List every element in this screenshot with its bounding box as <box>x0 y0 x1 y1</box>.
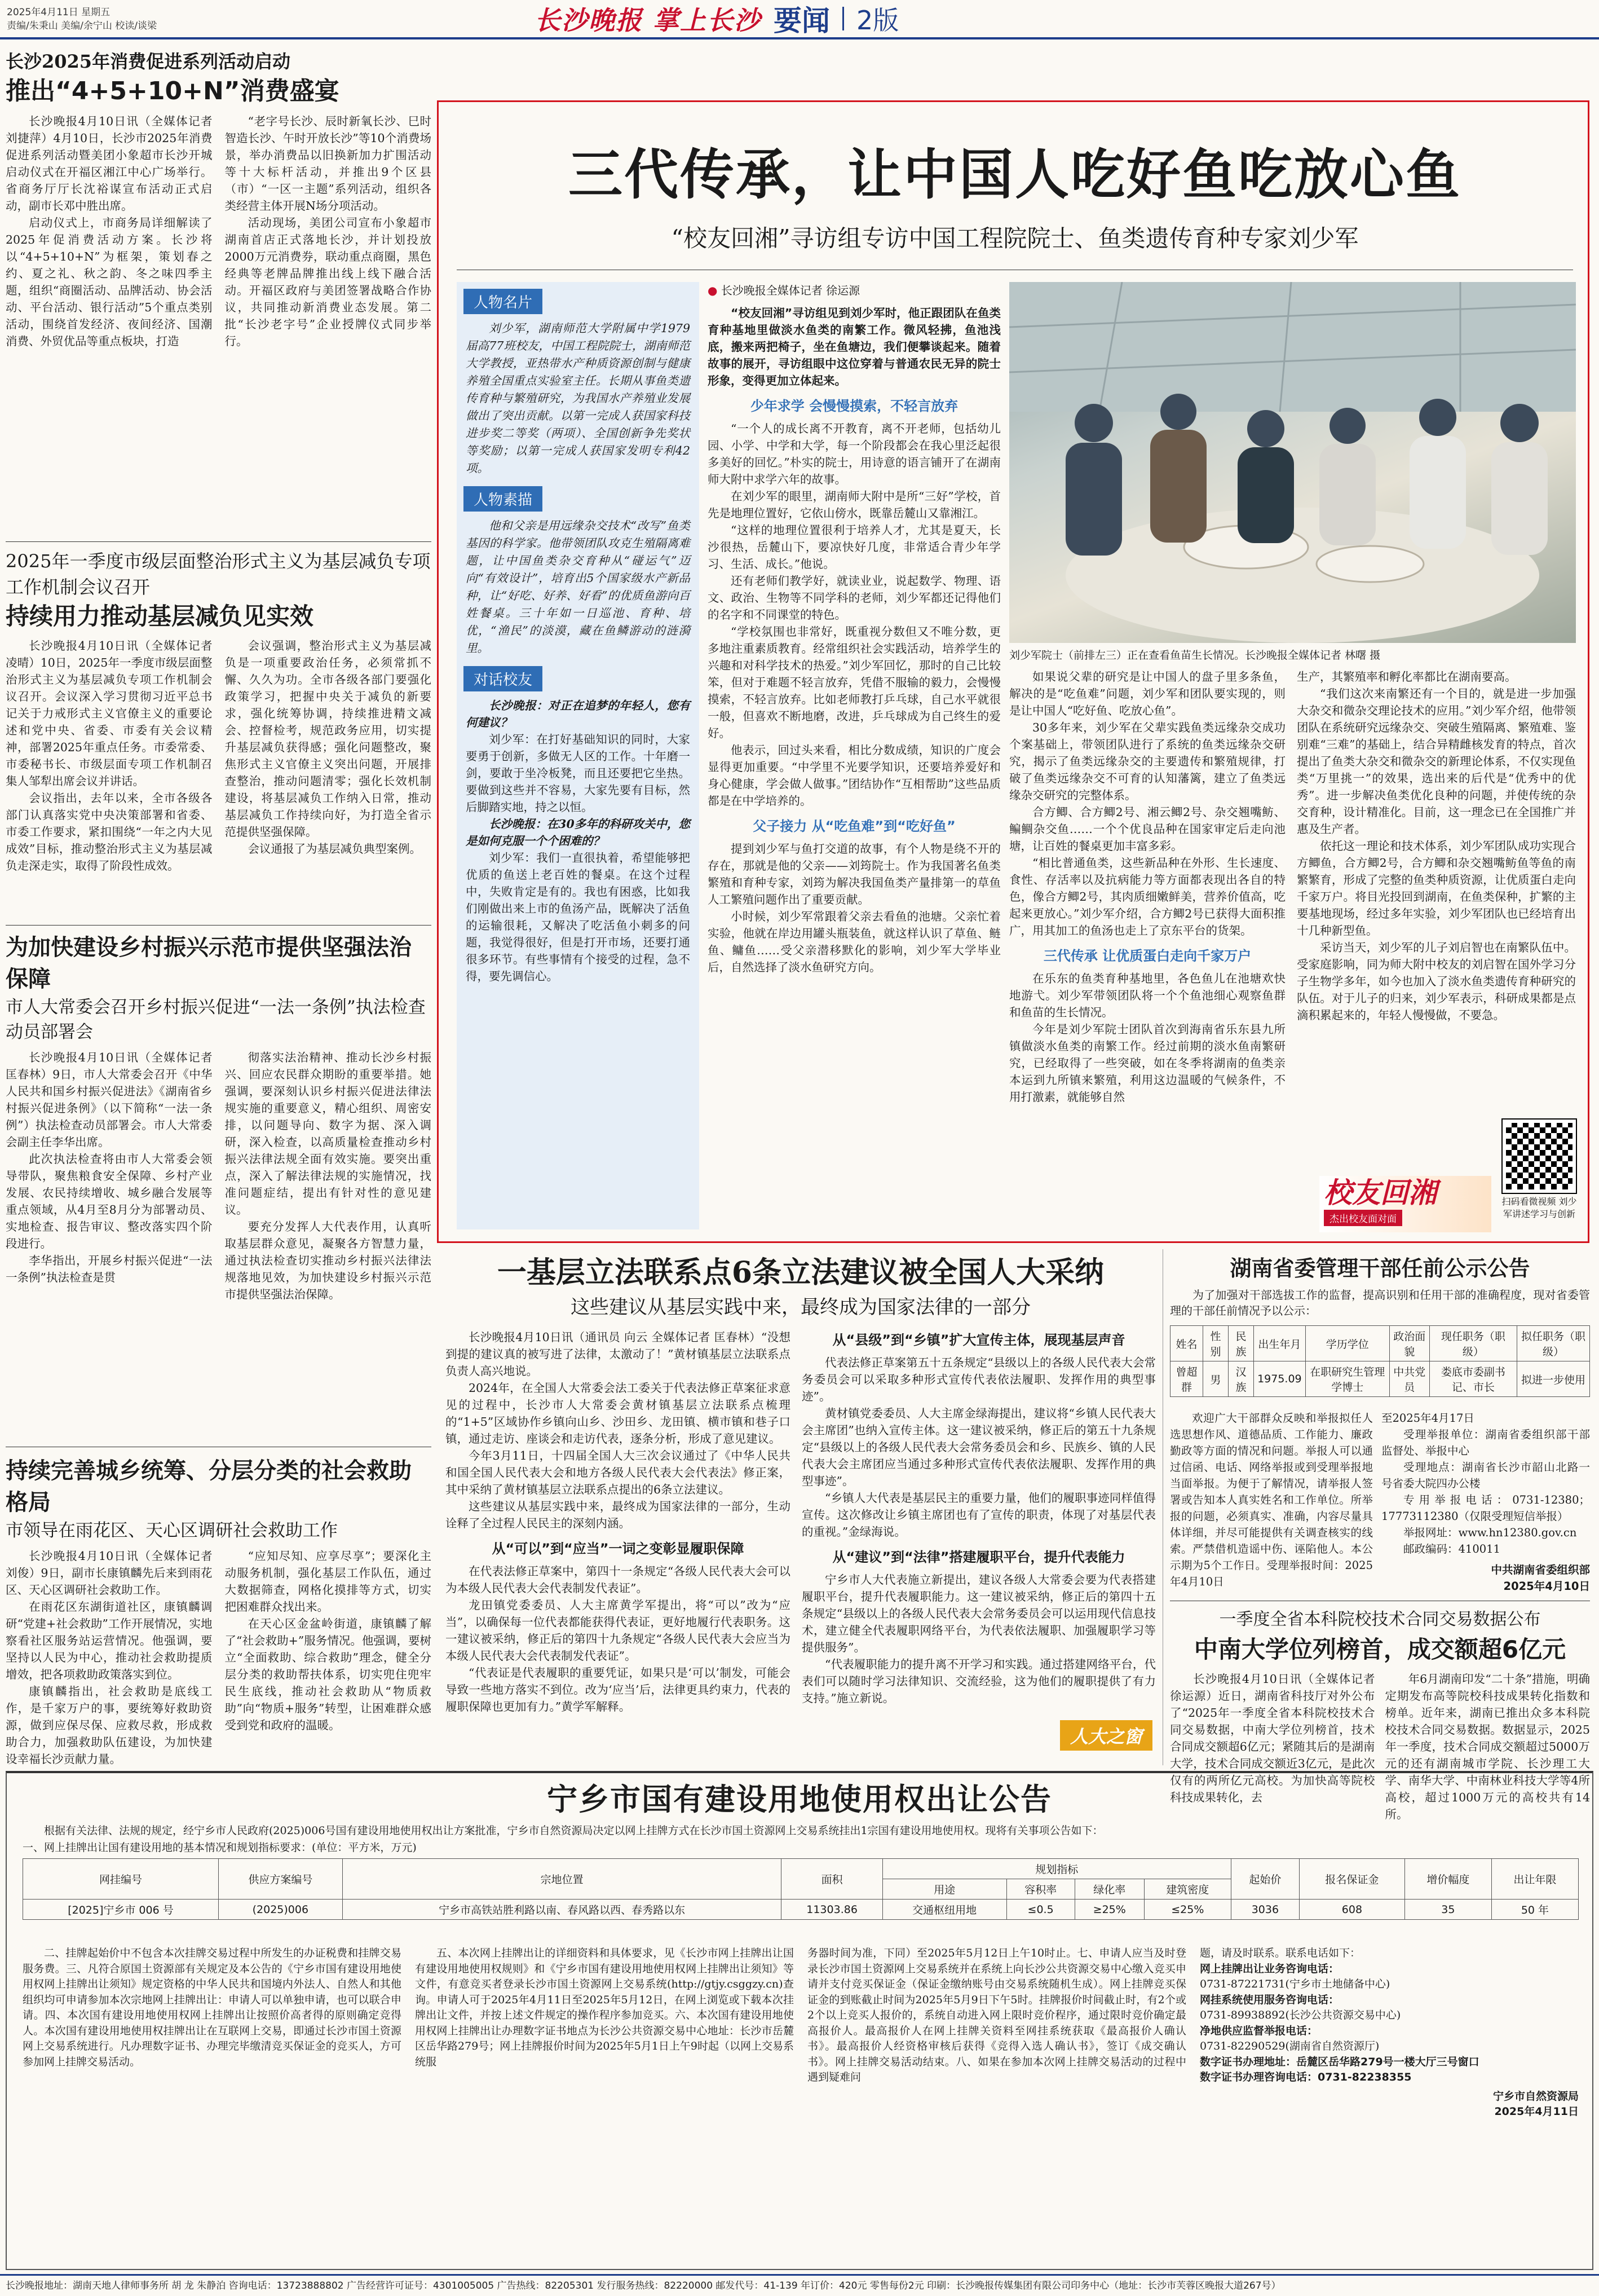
qa-question: 长沙晚报：对正在追梦的年轻人，您有何建议？ <box>466 699 690 729</box>
qa-question: 长沙晚报：在30多年的科研攻关中，您是如何克服一个个困难的？ <box>466 817 690 848</box>
td: 男 <box>1203 1361 1229 1397</box>
th: 起始价 <box>1231 1859 1299 1900</box>
mid-para: 代表法修正草案第五十五条规定“县级以上的各级人民代表大会常务委员会可以采取多种形式宣传代表依法履职、发挥作用的典型事迹”。 <box>802 1356 1156 1403</box>
td: ≤25% <box>1144 1900 1231 1920</box>
th: 出让年限 <box>1491 1859 1578 1900</box>
th: 建筑密度 <box>1144 1879 1231 1900</box>
th: 姓名 <box>1170 1326 1203 1361</box>
footer-imprint: 长沙晚报地址：湖南天地人律师事务所 胡 龙 朱静泊 咨询电话：13723888802 广告经营许可证号：4301005005 广告热线：82205301 发行服务热线：82220000 邮发代号：41-139 年订价：420元 零售每份2元 印刷：长沙晚报传媒集团有限公司印务中心（地址：长沙市芙蓉区晚报大道267号） <box>6 2280 1281 2291</box>
th: 增价幅度 <box>1404 1859 1491 1900</box>
a3-para: 长沙晚报4月10日讯（全媒体记者 匡春林）9日，市人大常委会召开《中华人民共和国乡村振兴促进法》《湖南省乡村振兴促进条例》（以下简称“一法一条例”）执法检查动员部署会。市人大常委会副主任李华出席。 <box>6 1051 213 1149</box>
notice-line: 受理举报单位：湖南省委组织部干部监督处、举报中心 <box>1381 1428 1590 1457</box>
a4-title: 持续完善城乡统筹、分层分类的社会救助格局 <box>6 1458 412 1515</box>
feature-photo <box>1009 282 1576 643</box>
notice-table <box>1170 1325 1590 1397</box>
th: 拟任职务（职级） <box>1517 1326 1589 1361</box>
td: 11303.86 <box>781 1900 882 1920</box>
land-contact-line: 网挂系统使用服务咨询电话： <box>1200 1993 1340 2006</box>
feature-para: 小时候，刘少军常跟着父亲去看鱼的池塘。父亲忙着实验，他就在岸边用罐头瓶装鱼，就这样认识了草鱼、鲢鱼、鳙鱼……受父亲潜移默化的影响，刘少军大学毕业后，自然选择了淡水鱼研究方向。 <box>708 910 1001 974</box>
r2-para: 长沙晚报4月10日讯（全媒体记者 徐运源）近日，湖南省科技厅对外公布了“2025年一季度全省本科院校技术合同交易数据，中南大学位列榜首，技术合同成交额超6亿元；紧随其后的是湖南大学，技术合同成交额近3亿元，是此次仅有的两所亿元高校。为加快高等院校科技成果转化，去 <box>1170 1672 1375 1804</box>
mid-para: “代表履职能力的提升离不开学习和实践。通过搭建网络平台，代表们可以随时学习法律知识、交流经验，这为他们的履职提供了有力支持。”施立新说。 <box>802 1658 1156 1705</box>
byline-dot-icon: ● <box>708 284 718 297</box>
td: ≤0.5 <box>1006 1900 1075 1920</box>
th: 面积 <box>781 1859 882 1900</box>
th: 绿化率 <box>1075 1879 1144 1900</box>
mid-para: 在代表法修正草案中，第四十一条规定“各级人民代表大会可以为本级人民代表大会代表制发代表证”。 <box>445 1565 790 1595</box>
land-table-header <box>23 1859 1579 1879</box>
header-editors: 责编/朱秉山 美编/余宁山 校读/谈梁 <box>7 20 157 32</box>
td: 50 年 <box>1491 1900 1578 1920</box>
feature-h3: 三代传承 让优质蛋白走向千家万户 <box>1043 948 1252 964</box>
td: 交通枢纽用地 <box>882 1900 1006 1920</box>
mid-h1: 从“可以”到“应当”一词之变彰显履职保障 <box>492 1541 744 1557</box>
feature-para: 还有老师们教学好，就读业业，说起数学、物理、语文、政治、生物等不同学科的老师，刘少军都还记得他们的名字和不同课堂的特色。 <box>708 574 1001 622</box>
land-contact-line: 网上挂牌出让业务咨询电话： <box>1200 1962 1340 1975</box>
a1-para: “老字号长沙、辰时新氧长沙、巳时智造长沙、午时开放长沙”等10个消费场景，举办消费品以旧换新加力扩围活动等十大标杆活动，并推出9个区县（市）“一区一主题”系列活动，组织各类经营主体开展N场分项活动。 <box>224 114 431 213</box>
photo-illustration <box>1009 282 1576 643</box>
a2-para: 会议通报了为基层减负典型案例。 <box>248 842 421 856</box>
td: 宁乡市高铁站胜利路以南、春风路以西、春秀路以东 <box>342 1900 781 1920</box>
feature-para: 采访当天，刘少军的儿子刘启智也在南繁队伍中。受家庭影响，同为师大附中校友的刘启智在国外学习分子生物学多年，如今也加入了淡水鱼类遗传育种研究的队伍。对于儿子的归来，刘少军表示，科研成果都是点滴积累起来的，年轻人慢慢做，不要急。 <box>1297 941 1576 1022</box>
feature-para: 他表示，回过头来看，相比分数成绩，知识的广度会显得更加重要。“中学里不光要学知识，还要培养爱好和身心健康，学会做人做事。”团结协作“互相帮助”这些品质都是在中学培养的。 <box>708 743 1001 808</box>
feature-para: 在乐东的鱼类育种基地里，各色鱼儿在池塘欢快地游弋。刘少军带领团队将一个个鱼池细心观察鱼群和鱼苗的生长情况。 <box>1009 972 1286 1019</box>
box1-text: 刘少军，湖南师范大学附属中学1979届高77班校友，中国工程院院士，湖南师范大学教授，亚热带水产种质资源创制与健康养殖全国重点实验室主任。长期从事鱼类遗传育种与繁殖研究，为我国水产养殖业发展做出了突出贡献。以第一完成人获国家科技进步奖二等奖（两项）、全国创新争先奖状等奖励；以第一完成人获国家发明专利42项。 <box>466 321 690 475</box>
notice-line: 邮政编码：410011 <box>1403 1543 1500 1555</box>
land-contact-line: 0731-89938892(长沙公共资源交易中心) <box>1200 2009 1401 2021</box>
th: 政治面貌 <box>1389 1326 1429 1361</box>
a3-para: 要充分发挥人大代表作用，认真听取基层群众意见，凝聚各方智慧力量，通过执法检查切实推动乡村振兴法律法规落地见效，为加快建设乡村振兴示范市提供坚强法治保障。 <box>224 1220 431 1301</box>
td: 1975.09 <box>1254 1361 1306 1397</box>
qa-answer: 刘少军：在打好基础知识的同时，大家要勇于创新，多做无人区的工作。十年磨一剑，要敢于坐冷板凳，而且还要把它坐热。要做到这些并不容易，大家先要有目标，然后脚踏实地，持之以恒。 <box>466 733 690 814</box>
feature-para: “这样的地理位置很利于培养人才，尤其是夏天，长沙很热，岳麓山下，要凉快好几度，非常适合青少年学习、生活、成长。”他说。 <box>708 523 1001 571</box>
masthead <box>535 2 899 35</box>
a4-para: 康镇麟指出，社会救助是底线工作，是千家万户的事，要统筹好救助资源，做到应保尽保、应救尽救，形成救助合力，加强救助队伍建设，为加快建设幸福长沙贡献力量。 <box>6 1685 213 1766</box>
table-row <box>1170 1361 1590 1397</box>
feature-sidebar <box>457 282 699 1229</box>
a3-para: 李华指出，开展乡村振兴促进“一法一条例”执法检查是贯 <box>6 1254 213 1284</box>
qa-list <box>466 697 690 985</box>
feature-title: 三代传承，让中国人吃好鱼吃放心鱼 <box>568 143 1461 206</box>
badge-subtitle: 杰出校友面对面 <box>1324 1210 1402 1226</box>
left-article-1 <box>6 49 431 350</box>
mid-col1 <box>445 1329 790 1715</box>
notice-intro: 为了加强对干部选拔工作的监督，提高识别和任用干部的准确程度，现对省委管理的干部任前情况予以公示： <box>1170 1288 1590 1317</box>
th: 学历学位 <box>1305 1326 1389 1361</box>
mid-para: 龙田镇党委委员、人大主席黄学军提出，将“可以”改为“应当”，以确保每一位代表都能获得代表证，更好地履行代表职务。这一建议被采纳，修正后的第四十九条规定“各级人民代表大会应当为本级人民代表大会代表制发代表证”。 <box>445 1598 790 1663</box>
notice-signer: 中共湖南省委组织部 <box>1491 1563 1590 1576</box>
td: (2025)006 <box>218 1900 342 1920</box>
a2-para: 会议强调，整治形式主义为基层减负是一项重要政治任务，必须常抓不懈、久久为功。全市各级各部门要强化政策学习，把握中央关于减负的新要求，强化统筹协调，持续推进精文减会、控督检考，规范政务应用，切实提升基层减负获得感；强化问题整改，聚焦形式主义官僚主义突出问题，开展排查整治，推动问题清零；强化长效机制建设，将基层减负工作纳入日常，推动基层减负工作持续向好，为打造全省示范提供坚强保障。 <box>224 639 431 839</box>
th: 用途 <box>882 1879 1006 1900</box>
td: 娄底市委副书记、市长 <box>1429 1361 1517 1397</box>
land-para: 二、挂牌起始价中不包含本次挂牌交易过程中所发生的办证税费和挂牌交易服务费。三、凡符合原国土资源部有关规定及本公告的《宁乡市国有建设用地使用权网上挂牌出让须知》规定资格的中华人民共和国境内外法人、自然人和其他组织均可申请参加本次宗地网上挂牌出让：申请人可以单独申请，也可以联合申请。四、本次国有建设用地使用权网上挂牌出让按照价高者得的原则确定竞得人。本次国有建设用地使用权挂牌出让在互联网上交易，即通过长沙市国土资源网上交易系统进行。凡办理数字证书、办理完毕缴清竞买保证金的竞买人，方可参加网上挂牌交易活动。 <box>23 1947 401 2068</box>
land-para: 五、本次网上挂牌出让的详细资料和具体要求，见《长沙市网上挂牌出让国有建设用地使用权规则》和《宁乡市国有建设用地使用权网上挂牌出让须知》等文件，有意竞买者登录长沙市国土资源网上交易系统(http://gtjy.csggzy.cn)查询。申请人可于2025年4月11日至2025年5月12日，在网上浏览或下载本次挂牌出让文件，并按上述文件规定的操作程序参加竞买。六、本次国有建设用地使用权网上挂牌出让办理数字证书地点为长沙公共资源交易中心地址：长沙市岳麓区岳华路279号；网上挂牌报价时间为2025年5月1日上午9时起（以网上交易系统服 <box>415 1947 794 2068</box>
a1-title: 推出“4+5+10+N”消费盛宴 <box>6 77 339 105</box>
td: 608 <box>1299 1900 1404 1920</box>
notice-line: 专用举报电话：0731-12380；17773112380（仅限受理短信举报） <box>1381 1493 1590 1523</box>
td: 中共党员 <box>1389 1361 1429 1397</box>
td: 曾超群 <box>1170 1361 1203 1397</box>
feature-col4 <box>1009 668 1286 1105</box>
section-name: 要闻 <box>774 5 831 37</box>
land-table <box>23 1858 1579 1920</box>
a2-kicker: 2025年一季度市级层面整治形式主义为基层减负专项工作机制会议召开 <box>6 550 431 598</box>
a4-para: 在天心区金盆岭街道，康镇麟了解了“社会救助+”服务情况。他强调，要树立“全面救助、综合救助”理念，健全分层分类的救助帮扶体系，切实兜住兜牢民生底线，推动社会救助从“物质救助”向“物质+服务”转型，让困难群众感受到党和政府的温暖。 <box>224 1617 431 1732</box>
td: 35 <box>1404 1900 1491 1920</box>
mid-title: 一基层立法联系点6条立法建议被全国人大采纳 <box>497 1255 1105 1290</box>
land-contact-line: 净地供应监督举报电话： <box>1200 2024 1318 2037</box>
a1-para: 活动现场，美团公司宣布小象超市湖南首店正式落地长沙，并计划投放2000万元消费券，联动重点商圈，黑色经典等老牌品牌推出线上线下融合活动。开福区政府与美团签署战略合作协议，共同推动新消费业态发展。第二批“长沙老字号”企业授牌仪式同步举行。 <box>224 216 431 348</box>
notice-line: 受理地点：湖南省长沙市韶山北路一号省委大院四办公楼 <box>1381 1461 1590 1490</box>
land-title: 宁乡市国有建设用地使用权出让公告 <box>547 1781 1052 1817</box>
mid-h3: 从“建议”到“法律”搭建履职平台，提升代表能力 <box>832 1549 1125 1565</box>
left-article-2 <box>6 548 431 874</box>
mid-para: “乡镇人大代表是基层民主的重要力量，他们的履职事迹同样值得宣传。这次修改让乡镇主席团也有了宣传的职责，体现了对基层代表的重视。”金绿海说。 <box>802 1491 1156 1539</box>
box2-text: 他和父亲是用远缘杂交技术“改写”鱼类基因的科学家。他带领团队攻克生殖隔离难题，让中国鱼类杂交育种从“碰运气”迈向“有效设计”，培育出5个国家级水产新品种，让“好吃、好养、好看”的优质鱼游向百姓餐桌。三十年如一日巡池、育种、培优，“渔民”的淡漠，藏在鱼鳞游动的涟漪里。 <box>466 519 690 655</box>
feature-para: 生产，其繁殖率和孵化率都比在湖南要高。 <box>1297 670 1517 684</box>
td: [2025]宁乡市 006 号 <box>23 1900 219 1920</box>
mid-h2: 从“县级”到“乡镇”扩大宣传主体，展现基层声音 <box>832 1332 1125 1348</box>
mid-col2 <box>802 1329 1156 1707</box>
land-intro: 根据有关法律、法规的规定，经宁乡市人民政府(2025)006号国有建设用地使用权出让方案批准，宁乡市自然资源局决定以网上挂牌方式在长沙市国土资源网上交易系统挂出1宗国有建设用地使用权。现将有关事项公告如下： <box>44 1825 1103 1837</box>
box3-title: 对话校友 <box>463 666 542 691</box>
feature-para: 30多年来，刘少军在父辈实践鱼类远缘杂交成功个案基础上，带领团队进行了系统的鱼类远缘杂交研究，揭示了鱼类远缘杂交的主要遗传和繁殖规律，打破了鱼类远缘杂交不可育的认知藩篱，建立了鱼类远缘杂交研究的完整体系。 <box>1009 721 1286 802</box>
land-date: 2025年4月11日 <box>1494 2105 1579 2118</box>
a1-kicker: 长沙2025年消费促进系列活动启动 <box>6 51 291 72</box>
mid-para: 宁乡市人大代表施立新提出，建议各级人大常委会要为代表搭建履职平台，提升代表履职能力。这一建议被采纳，修正后的第四十五条规定“县级以上的各级人民代表大会常务委员会可以运用现代信息技术，建立健全代表履职网络平台，为代表依法履职、加强履职学习等提供服务”。 <box>802 1573 1156 1654</box>
feature-para: 提到刘少军与鱼打交道的故事，有个人物是绕不开的存在，那就是他的父亲——刘筠院士。作为我国著名鱼类繁殖和育种专家，刘筠为解决我国鱼类产量排第一的草鱼人工繁殖问题作出了重要贡献。 <box>708 842 1001 906</box>
feature-para: 合方鲫、合方鲫2号、湘云鲫2号、杂交翘嘴鲂、鳊鲷杂交鱼……一个个优良品种在国家审定后走向池塘，让百姓的餐桌更加丰富多彩。 <box>1009 805 1286 853</box>
a4-para: 长沙晚报4月10日讯（全媒体记者 刘俊）9日，副市长康镇麟先后来到雨花区、天心区调研社会救助工作。 <box>6 1549 213 1597</box>
r2-title: 中南大学位列榜首，成交额超6亿元 <box>1194 1636 1566 1663</box>
th: 现任职务（职级） <box>1429 1326 1517 1361</box>
land-para: 务器时间为准，下同）至2025年5月12日上午10时止。七、申请人应当及时登录长沙市国土资源网上交易系统并在系统上向长沙公共资源交易中心缴入竞买申请并支付竞买保证金（保证金缴纳账号由交易系统随机生成）。网上挂牌竞买保证金的到账截止时间为2025年5月9日下午5时。挂牌报价时间截止时，有2个或2个以上竞买人报价的，系统自动进入网上限时竞价程序，通过限时竞价确定最高报价人。最高报价人在网上挂牌关资料至网挂系统获取《最高报价人确认书》。最高报价人经资格审核后获得《竞得入选人确认书》，签订《成交确认书》。网上挂牌交易活动结束。八、如果在参加本次网上挂牌交易活动的过程中遇到疑难问 <box>807 1947 1186 2083</box>
mid-para: 这些建议从基层实践中来，最终成为国家法律的一部分，生动诠释了全过程人民民主的深刻内涵。 <box>445 1500 790 1530</box>
qr-caption: 扫码看微视频 刘少军讲述学习与创新 <box>1501 1196 1577 1219</box>
box2-title: 人物素描 <box>463 486 542 512</box>
a2-para: 会议指出，去年以来，全市各级各部门认真落实党中央决策部署和省委、市委工作要求，紧扣围绕“一年之内大见成效”目标，推动整治形式主义为基层减负走深走实，取得了阶段性成效。 <box>6 791 213 872</box>
td: 汉族 <box>1229 1361 1254 1397</box>
page-number: 2版 <box>856 5 899 36</box>
td: 拟进一步使用 <box>1517 1361 1589 1397</box>
td: ≥25% <box>1075 1900 1144 1920</box>
feature-para: “我们这次来南繁还有一个目的，就是进一步加强大杂交和微杂交理论技术的应用。”刘少军介绍，他带领团队在系统研究远缘杂交、突破生殖隔离、繁殖难、鉴别难“三难”的基础上，结合异精雌核发育的特点，首次提出了鱼类大杂交和微杂交的新理论体系，不仅实现鱼类“万里挑一”的效果，选出来的后代是“优秀中的优秀”。进一步解决鱼类优化良种的问题，并使传统的杂交育种，设计精准化。目前，这一理念已在全国推广并惠及生产者。 <box>1297 687 1576 836</box>
mid-para: 2024年，在全国人大常委会法工委关于代表法修正草案征求意见的过程中，长沙市人大常委会黄材镇基层立法联系点梳理的“1+5”区域协作乡镇向山乡、沙田乡、龙田镇、横市镇和巷子口镇，通过走访、座谈会和走访代表，逐条分析，形成了意见建议。 <box>445 1381 790 1446</box>
feature-para: 在刘少军的眼里，湖南师大附中是所“三好”学校，首先是地理位置好，它依山傍水，既靠岳麓山又靠湘江。 <box>708 490 1001 520</box>
qa-answer: 刘少军：我们一直很执着，希望能够把优质的鱼送上老百姓的餐桌。在这个过程中，失败肯定是有的。我也有困惑，比如我们刚做出来上市的鱼汤产品，既解决了活鱼的运输很耗，又解决了吃活鱼小刺多的问题，我觉得很好，但是打开市场，还要打通很多环节。有些事情有个接受的过程，急不得，要先调信心。 <box>466 851 690 983</box>
a2-title: 持续用力推动基层减负见实效 <box>6 602 314 630</box>
left-article-4 <box>6 1455 431 1768</box>
table-row <box>23 1900 1579 1920</box>
feature-para: “相比普通鱼类，这些新品种在外形、生长速度、食性、存活率以及抗病能力等方面都表现出各自的特色，像合方鲫2号，其肉质细嫩鲜美，营养价值高，吃起来更放心。”刘少军介绍，合方鲫2号已获得大面积推广，用其加工的鱼汤也走上了京东平台的货架。 <box>1009 856 1286 937</box>
land-body <box>23 1946 1579 2120</box>
mid-para: 黄材镇党委委员、人大主席金绿海提出，建议将“乡镇人民代表大会主席团”也纳入宣传主体。这一建议被采纳，修正后的第五十九条规定“县级以上的各级人民代表大会常务委员会和乡、民族乡、镇的人民代表大会主席团应当通过多种形式宣传代表依法履职、发挥作用的典型事迹”。 <box>802 1407 1156 1488</box>
xiaoyou-badge <box>1319 1176 1491 1232</box>
feature-col5 <box>1297 668 1576 1024</box>
land-sub: 一、网上挂牌出让国有建设用地的基本情况和规划指标要求：(单位：平方米，万元) <box>23 1841 417 1854</box>
header-date: 2025年4月11日 星期五 <box>7 7 111 18</box>
th: 网挂编号 <box>23 1859 219 1900</box>
a3-para: 彻落实法治精神、推动长沙乡村振兴、回应农民群众期盼的重要举措。她强调，要深刻认识乡村振兴促进法律法规实施的重要意义，精心组织、周密安排，以问题导向、数字为据、深入调研，深入检查，以高质量检查推动乡村振兴法律法规全面有效实施。要突出重点，深入了解法律法规的实施情况，找准问题症结，提出有针对性的意见建议。 <box>224 1051 431 1217</box>
td: 在职研究生管理学博士 <box>1305 1361 1389 1397</box>
land-contact-line: 数字证书办理地址：岳麓区岳华路279号一楼大厅三号窗口 <box>1200 2055 1479 2068</box>
a3-subtitle: 市人大常委会召开乡村振兴促进“一法一条例”执法检查动员部署会 <box>6 997 426 1042</box>
feature-lead: “校友回湘”寻访组见到刘少军时，他正跟团队在鱼类育种基地里做淡水鱼类的南繁工作。微风轻拂，鱼池浅底，搬来两把椅子，坐在鱼塘边，我们便攀谈起来。随着故事的展开，寻访组眼中这位穿着与普通农民无异的院士形象，变得更加立体起来。 <box>708 306 1001 387</box>
r2-kicker: 一季度全省本科院校技术合同交易数据公布 <box>1219 1610 1541 1629</box>
th: 性别 <box>1203 1326 1229 1361</box>
th: 民族 <box>1229 1326 1254 1361</box>
notice-line: 举报网址：www.hn12380.gov.cn <box>1403 1526 1577 1539</box>
th: 供应方案编号 <box>218 1859 342 1900</box>
a1-para: 启动仪式上，市商务局详细解读了2025年促消费活动方案。长沙将以“4+5+10+N”为框架，策划春之约、夏之礼、秋之韵、冬之味四季主题，组织“商圈活动、品牌活动、协会活动、平台活动、银行活动”5个重点类别活动，围绕首发经济、夜间经济、国潮消费、外贸优品等重点板块，打造 <box>6 216 213 348</box>
notice-line: 至2025年4月17日 <box>1381 1412 1474 1425</box>
masthead-logo: 长沙晚报 掌上长沙 <box>535 5 762 36</box>
notice-contact <box>1381 1410 1590 1594</box>
notice-table-header <box>1170 1326 1590 1361</box>
npc-window-badge: 人大之窗 <box>1060 1720 1152 1751</box>
land-contact-line: 0731-82290529(湖南省自然资源厅) <box>1200 2040 1380 2052</box>
a4-subtitle: 市领导在雨花区、天心区调研社会救助工作 <box>6 1521 338 1541</box>
byline-text: 长沙晚报全媒体记者 徐运源 <box>721 284 860 297</box>
land-contacts <box>1200 1946 1579 2120</box>
left-article-3 <box>6 932 431 1303</box>
land-contact-line: 0731-87221731(宁乡市土地储备中心) <box>1200 1978 1390 1990</box>
land-contact-line: 数字证书办理咨询电话：0731-82238355 <box>1200 2071 1412 2083</box>
feature-h1: 少年求学 会慢慢摸索，不轻言放弃 <box>750 398 958 414</box>
land-signer: 宁乡市自然资源局 <box>1492 2090 1579 2103</box>
a2-para: 长沙晚报4月10日讯（全媒体记者 凌晴）10日，2025年一季度市级层面整治形式主义为基层减负专项工作机制会议召开。会议深入学习贯彻习近平总书记关于力戒形式主义官僚主义的重要论述和党中央、省委、市委有关会议精神，部署2025年重点任务。市委常委、市委秘书长、市级层面专项工作机制召集人邹犁出席会议并讲话。 <box>6 639 213 788</box>
notice-body: 欢迎广大干部群众反映和举报拟任人选思想作风、道德品质、工作能力、廉政勤政等方面的情况和问题。举报人可以通过信函、电话、网络举报或到受理举报地当面举报。为便于了解情况，请举报人签署或告知本人真实姓名和工作单位。所举报的问题，必须真实、准确，内容尽量具体详细，并尽可能提供有关调查核实的线索。严禁借机造谣中伤、诬陷他人。本公示期为5个工作日。受理举报时间：2025年4月10日 <box>1170 1412 1373 1588</box>
feature-byline <box>708 282 860 299</box>
a4-para: “应知尽知、应享尽享”；要深化主动服务机制，强化基层工作队伍，通过大数据筛查，网格化摸排等方式，切实把困难群众找出来。 <box>224 1549 431 1614</box>
th-group: 规划指标 <box>882 1859 1231 1879</box>
th: 报名保证金 <box>1299 1859 1404 1900</box>
feature-subtitle: “校友回湘”寻访组专访中国工程院院士、鱼类遗传育种专家刘少军 <box>671 224 1359 252</box>
feature-para: 今年是刘少军院士团队首次到海南省乐东县九所镇做淡水鱼类的南繁工作。经过前期的淡水鱼南繁研究，已经取得了一些突破，如在冬季将湖南的鱼类亲本运到九所镇来繁殖，利用这边温暖的气候条件，不用打激素，就能够自然 <box>1009 1023 1286 1104</box>
feature-col3 <box>708 305 1001 976</box>
mid-para: “代表证是代表履职的重要凭证，如果只是‘可以’制发，可能会导致一些地方落实不到位。改为‘应当’后，法律更具约束力，代表的履职保障也更加有力。”黄学军解释。 <box>445 1666 790 1713</box>
td: 3036 <box>1231 1900 1299 1920</box>
feature-para: 依托这一理论和技术体系，刘少军团队成功实现合方鲫鱼，合方鲫2号，合方鲫和杂交翘嘴鲂鱼等鱼的南繁繁育，形成了完整的鱼类种质资源，让优质蛋白走向千家万户。将目光投回到湖南，在鱼类保种，扩繁的主要基地现场，经过多年实验，刘少军团队也已经培育出十几种新型鱼。 <box>1297 839 1576 937</box>
th: 宗地位置 <box>342 1859 781 1900</box>
a3-para: 此次执法检查将由市人大常委会领导带队，聚焦粮食安全保障、乡村产业发展、农民持续增收、城乡融合发展等重点领域，从4月至8月分为部署动员、实地检查、报告审议、整改落实四个阶段进行。 <box>6 1152 213 1250</box>
box1-title: 人物名片 <box>463 289 542 314</box>
feature-para: “学校氛围也非常好，既重视分数但又不唯分数，更多地注重素质教育。经常组织社会实践活动，培养学生的兴趣和对科学技术的热爱。”刘少军回忆，那时的自己比较笨，但对于难题不轻言放弃，凭借不服输的毅力，会慢慢摸索，不轻言放弃。比如老师教打乒乓球，自己水平就很一般，但喜欢不断地磨，改进，乒乓球成为自己终生的爱好。 <box>708 625 1001 740</box>
photo-caption: 刘少军院士（前排左三）正在查看鱼苗生长情况。长沙晚报全媒体记者 林曙 摄 <box>1009 649 1381 662</box>
th: 容积率 <box>1006 1879 1075 1900</box>
notice-title: 湖南省委管理干部任前公示公告 <box>1230 1255 1530 1281</box>
a4-para: 在雨花区东湖街道社区，康镇麟调研“党建+社会救助”工作开展情况，实地察看社区服务站运营情况。他强调，要坚持以人民为中心，推动社会救助提质增效，把各项救助政策落实到位。 <box>6 1600 213 1681</box>
badge-title: 校友回湘 <box>1324 1176 1437 1209</box>
mid-para: 今年3月11日，十四届全国人大三次会议通过了《中华人民共和国全国人民代表大会和地方各级人民代表大会代表法》修正案，其中采纳了黄材镇基层立法联系点提出的6条立法建议。 <box>445 1449 790 1496</box>
th: 出生年月 <box>1254 1326 1306 1361</box>
mid-para: 长沙晚报4月10日讯（通讯员 向云 全媒体记者 匡春林）“没想到提的建议真的被写进了法律，太激动了！”黄材镇基层立法联系点负责人高兴地说。 <box>445 1330 790 1378</box>
land-contact-line: 题，请及时联系。联系电话如下： <box>1200 1947 1361 1959</box>
r2-para: 年6月湖南印发“二十条”措施，明确定期发布高等院校科技成果转化指数和榜单。近年来，湖南已推出众多本科院校技术合同交易数据。数据显示，2025年一季度，技术合同成交额超过5000万元的还有湖南城市学院、长沙理工大学、南华大学、中南林业科技大学等4所高校，超过1000万元的高校共有14所。 <box>1385 1672 1590 1821</box>
feature-para: 如果说父辈的研究是让中国人的盘子里多条鱼，解决的是“吃鱼难”问题，刘少军和团队要实现的，则是让中国人“吃好鱼、吃放心鱼”。 <box>1009 670 1286 717</box>
qr-code[interactable] <box>1503 1120 1576 1193</box>
header-meta <box>7 6 157 33</box>
feature-h2: 父子接力 从“吃鱼难”到“吃好鱼” <box>753 818 956 834</box>
feature-para: “一个人的成长离不开教育，离不开老师，包括幼儿园、小学、中学和大学，每一个阶段都会在我心里泛起很多美好的回忆。”朴实的院士，用诗意的语言铺开了在湖南师大附中求学六年的故事。 <box>708 422 1001 486</box>
a3-title: 为加快建设乡村振兴示范市提供坚强法治保障 <box>6 935 412 992</box>
a1-para: 长沙晚报4月10日讯（全媒体记者 刘捷萍）4月10日，长沙市2025年消费促进系列活动暨美团小象超市长沙开城启动仪式在开福区湘江中心广场举行。省商务厅厅长沈裕谋宣布活动正式启动，副市长邓中胜出席。 <box>6 114 213 213</box>
mid-subtitle: 这些建议从基层实践中来，最终成为国家法律的一部分 <box>571 1296 1031 1319</box>
notice-date: 2025年4月10日 <box>1503 1580 1590 1593</box>
